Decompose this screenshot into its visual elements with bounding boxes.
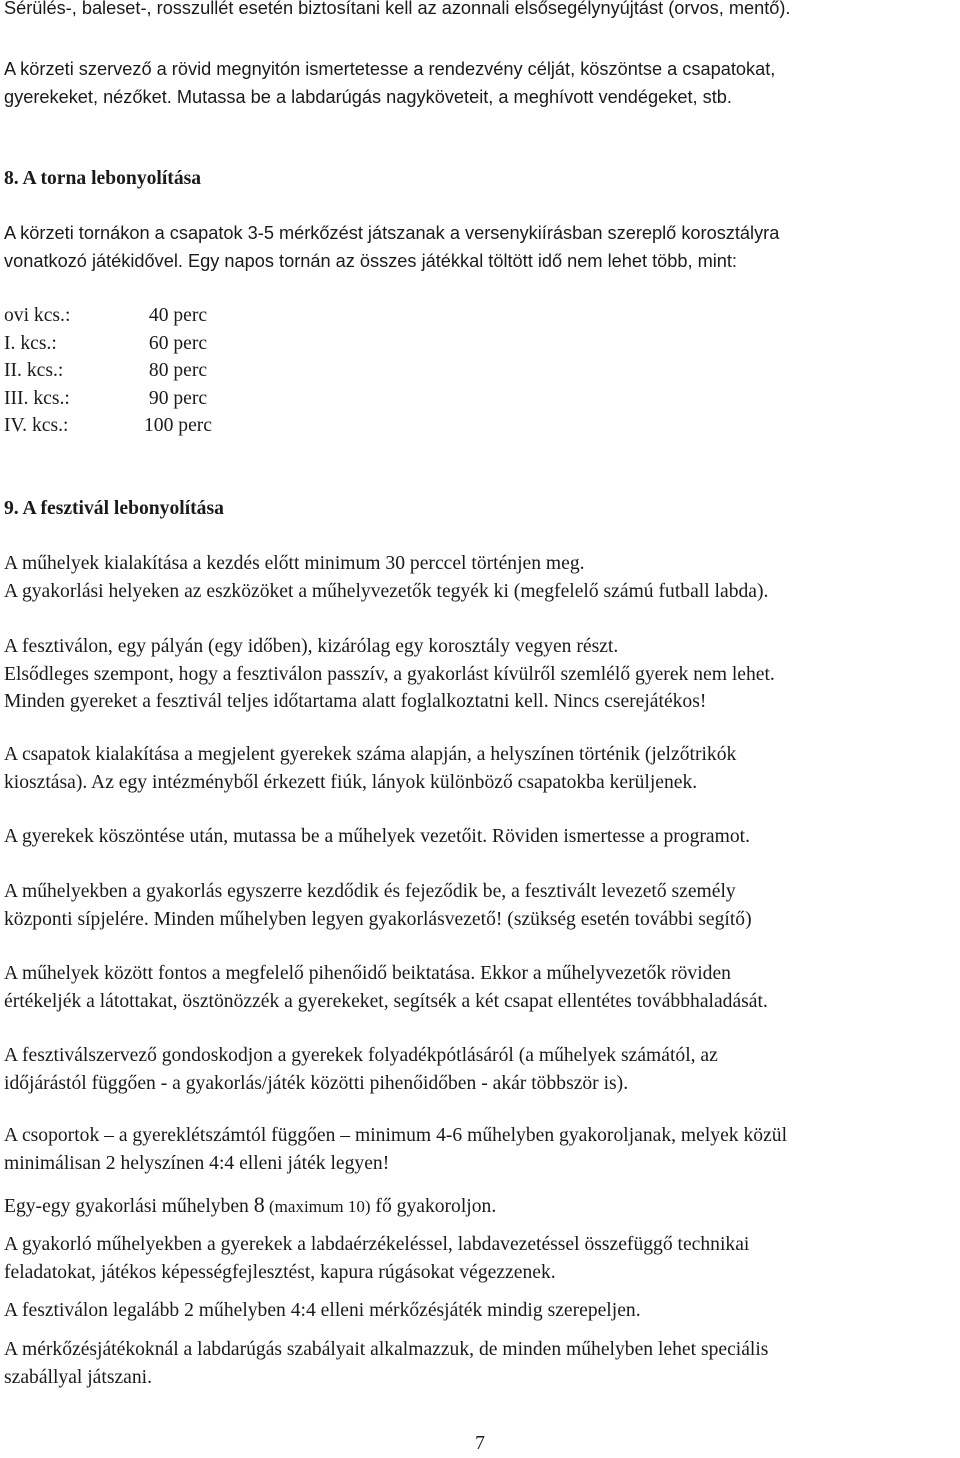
text-fragment: Egy-egy gyakorlási műhelyben: [4, 1196, 254, 1217]
section-9-heading: 9. A fesztivál lebonyolítása: [4, 498, 224, 519]
text-line: A műhelyek között fontos a megfelelő pihenőidő beiktatása. Ekkor a műhelyvezetők röviden: [4, 963, 731, 984]
time-limit: 100 perc: [143, 415, 212, 436]
table-row: [4, 412, 226, 440]
rest-time-paragraph: [4, 960, 958, 1015]
age-category: ovi kcs.:: [4, 305, 71, 326]
text-line: A műhelyek kialakítása a kezdés előtt minimum 30 perccel történjen meg.: [4, 553, 585, 574]
match-game-paragraph: [4, 1297, 958, 1325]
age-category: II. kcs.:: [4, 360, 64, 381]
text-line: A fesztiválszervező gondoskodjon a gyerekek folyadékpótlásáról (a műhelyek számától, az: [4, 1045, 718, 1066]
age-category: I. kcs.:: [4, 332, 57, 354]
team-formation-paragraph: [4, 741, 958, 796]
text-line: időjárástól függően - a gyakorlás/játék közötti pihenőidőben - akár többször is).: [4, 1072, 629, 1094]
page-number: 7: [475, 1433, 485, 1454]
group-size-paragraph: [4, 1191, 958, 1221]
player-count: 8: [253, 1192, 265, 1217]
section-8-paragraph: [4, 220, 958, 275]
text-line: [4, 1191, 958, 1221]
festival-rules-paragraph: [4, 633, 958, 716]
text-line: A mérkőzésjátékoknál a labdarúgás szabályait alkalmazzuk, de minden műhelyben lehet speciális: [4, 1339, 769, 1360]
workshop-setup-paragraph: [4, 550, 958, 605]
text-line: A műhelyekben a gyakorlás egyszerre kezdődik és fejeződik be, a fesztivált levezető személy: [4, 881, 736, 902]
text-line: kiosztása). Az egy intézményből érkezett fiúk, lányok különböző csapatokba kerüljenek.: [4, 771, 698, 793]
special-rules-paragraph: [4, 1336, 958, 1391]
greeting-paragraph: [4, 823, 958, 851]
text-fragment: vonatkozó játékidővel.: [4, 250, 183, 271]
text-line: A csoportok – a gyereklétszámtól függően – minimum 4-6 műhelyben gyakoroljanak, melyek közül: [4, 1125, 788, 1146]
text-fragment: Egy napos tornán az összes játékkal töltött idő nem lehet több, mint:: [182, 250, 737, 271]
text-line: A gyakorlási helyeken az eszközöket a műhelyvezetők tegyék ki (megfelelő számú futball labda).: [4, 580, 769, 602]
max-player-count: (maximum 10): [264, 1197, 371, 1216]
text-line: A gyakorló műhelyekben a gyerekek a labdaérzékeléssel, labdavezetéssel összefüggő technikai: [4, 1234, 750, 1255]
text-line: gyerekeket, nézőket. Mutassa be a labdarúgás nagyköveteit, a meghívott vendégeket, stb.: [4, 86, 732, 107]
time-limit: 90 perc: [148, 387, 208, 409]
age-category: IV. kcs.:: [4, 415, 69, 436]
age-group-time-limits: [4, 302, 226, 440]
age-category: III. kcs.:: [4, 387, 70, 409]
workshop-count-paragraph: [4, 1122, 958, 1177]
text-line: A fesztiválon legalább 2 műhelyben 4:4 elleni mérkőzésjáték mindig szerepeljen.: [4, 1300, 641, 1321]
text-line: feladatokat, játékos képességfejlesztést, kapura rúgásokat végezzenek.: [4, 1261, 556, 1283]
table-row: [4, 330, 226, 358]
intro-opening-paragraph: [4, 56, 958, 111]
text-line: Minden gyereket a fesztivál teljes időtartama alatt foglalkoztatni kell. Nincs cserejátékos!: [4, 691, 707, 712]
hydration-paragraph: [4, 1042, 958, 1097]
text-line: értékeljék a látottakat, ösztönözzék a gyerekeket, segítsék a két csapat ellentétes továbbhaladását.: [4, 990, 768, 1012]
table-row: [4, 357, 226, 385]
text-line: A körzeti tornákon a csapatok 3-5 mérkőzést játszanak a versenykiírásban szereplő korosztályra: [4, 223, 780, 243]
text-line: A csapatok kialakítása a megjelent gyerekek száma alapján, a helyszínen történik (jelzőtrikók: [4, 744, 737, 765]
time-limit: 40 perc: [148, 305, 208, 326]
table-row: [4, 385, 226, 413]
text-line: Sérülés-, baleset-, rosszullét esetén biztosítani kell az azonnali elsősegélynyújtást (orvos, mentő).: [4, 0, 791, 18]
text-line: A fesztiválon, egy pályán (egy időben), kizárólag egy korosztály vegyen részt.: [4, 636, 619, 657]
text-line: [4, 248, 958, 276]
text-line: központi sípjelére. Minden műhelyben legyen gyakorlásvezető! (szükség esetén további segítő): [4, 908, 752, 930]
text-fragment: fő gyakoroljon.: [370, 1196, 497, 1217]
time-limit: 80 perc: [148, 360, 208, 381]
section-8-heading: 8. A torna lebonyolítása: [4, 168, 202, 189]
text-line: A körzeti szervező a rövid megnyitón ismertetesse a rendezvény célját, köszöntse a csapatokat,: [4, 59, 776, 79]
technical-tasks-paragraph: [4, 1231, 958, 1286]
text-line: A gyerekek köszöntése után, mutassa be a műhelyek vezetőit. Röviden ismertesse a programot.: [4, 826, 750, 847]
practice-timing-paragraph: [4, 878, 958, 933]
text-line: minimálisan 2 helyszínen 4:4 elleni játék legyen!: [4, 1152, 390, 1174]
intro-first-aid-line: [4, 0, 958, 23]
table-row: [4, 302, 226, 330]
text-line: szabállyal játszani.: [4, 1366, 152, 1388]
time-limit: 60 perc: [148, 332, 208, 354]
text-line: Elsődleges szempont, hogy a fesztiválon passzív, a gyakorlást kívülről szemlélő gyerek nem lehet.: [4, 663, 775, 685]
